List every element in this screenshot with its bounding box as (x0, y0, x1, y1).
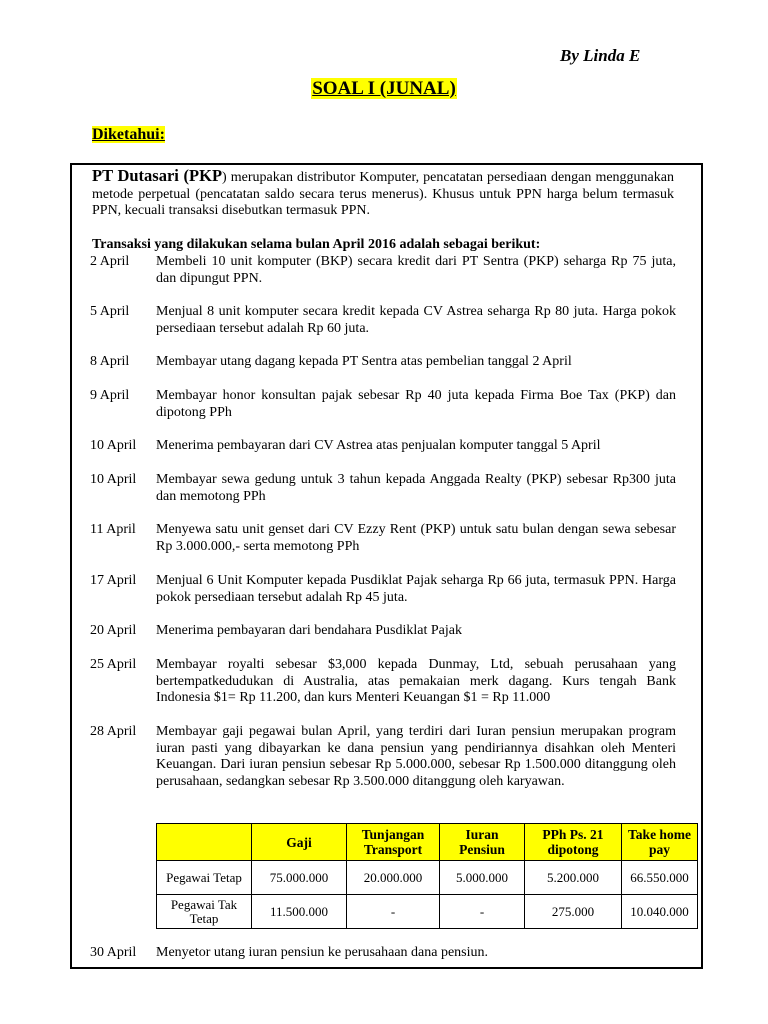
transaction-item (90, 254, 676, 287)
transaction-date: 30 April (90, 945, 137, 960)
salary-table (156, 823, 698, 929)
table-cell: - (347, 895, 440, 929)
page-title (0, 78, 768, 100)
transaction-text: Menjual 6 Unit Komputer kepada Pusdiklat Pajak seharga Rp 66 juta, termasuk PPN. Harga pokok persediaan tersebut adalah Rp 45 juta. (156, 573, 676, 605)
table-cell: Pegawai Tetap (157, 861, 252, 895)
transaction-item (90, 472, 676, 505)
table-header-row (157, 824, 698, 861)
transaction-date: 5 April (90, 304, 130, 319)
intro-text: ) merupakan distributor Komputer, pencatatan persediaan dengan menggunakan metode perpetual (pencatatan saldo secara terus menerus). Khusus untuk PPN harga belum termasuk PPN, kecuali transaksi disebutkan termasuk PPN. (92, 170, 674, 218)
transaction-text: Menerima pembayaran dari CV Astrea atas penjualan komputer tanggal 5 April (156, 438, 601, 453)
table-cell: 5.200.000 (525, 861, 622, 895)
transaction-date: 20 April (90, 623, 137, 638)
table-cell: 275.000 (525, 895, 622, 929)
table-header-cell: PPh Ps. 21 dipotong (525, 824, 622, 861)
transaction-item (90, 945, 676, 962)
table-cell: 11.500.000 (252, 895, 347, 929)
transaction-text: Menerima pembayaran dari bendahara Pusdiklat Pajak (156, 623, 462, 638)
table-header-cell: Iuran Pensiun (440, 824, 525, 861)
transaction-item (90, 724, 676, 790)
table-cell: 75.000.000 (252, 861, 347, 895)
transaction-text: Membeli 10 unit komputer (BKP) secara kredit dari PT Sentra (PKP) seharga Rp 75 juta, dan dipungut PPN. (156, 254, 676, 286)
table-cell: Pegawai Tak Tetap (157, 895, 252, 929)
transaction-date: 17 April (90, 573, 137, 588)
transaction-date: 25 April (90, 657, 137, 672)
transaction-date: 11 April (90, 522, 136, 537)
transaction-item (90, 438, 676, 455)
table-cell: 20.000.000 (347, 861, 440, 895)
transaction-item (90, 623, 676, 640)
table-header-cell (157, 824, 252, 861)
title-text: SOAL I (JUNAL) (312, 78, 456, 99)
author-line: By Linda E (560, 46, 641, 65)
transaction-date: 10 April (90, 438, 137, 453)
transactions-title: Transaksi yang dilakukan selama bulan April 2016 adalah sebagai berikut: (92, 237, 541, 252)
transaction-text: Menyewa satu unit genset dari CV Ezzy Rent (PKP) untuk satu bulan dengan sewa sebesar Rp 3.000.000,- serta memotong PPh (156, 522, 676, 554)
table-row (157, 861, 698, 895)
table-header-cell: Take home pay (622, 824, 698, 861)
table-cell: - (440, 895, 525, 929)
table-header-cell: Tunjangan Transport (347, 824, 440, 861)
table-cell: 10.040.000 (622, 895, 698, 929)
intro-paragraph (92, 168, 674, 220)
transaction-text: Menjual 8 unit komputer secara kredit kepada CV Astrea seharga Rp 80 juta. Harga pokok persediaan tersebut adalah Rp 60 juta. (156, 304, 676, 336)
transaction-date: 2 April (90, 254, 130, 269)
transaction-text: Menyetor utang iuran pensiun ke perusahaan dana pensiun. (156, 945, 489, 960)
transaction-date: 9 April (90, 388, 130, 403)
transaction-item (90, 354, 676, 371)
transaction-text: Membayar utang dagang kepada PT Sentra atas pembelian tanggal 2 April (156, 354, 572, 369)
table-row (157, 895, 698, 929)
transaction-date: 8 April (90, 354, 130, 369)
table-cell: 5.000.000 (440, 861, 525, 895)
transaction-item (90, 388, 676, 421)
company-name: PT Dutasari (PKP (92, 166, 223, 185)
transaction-item (90, 522, 676, 555)
transaction-text: Membayar gaji pegawai bulan April, yang terdiri dari Iuran pensiun merupakan program iuran pasti yang dibayarkan ke dana pensiun yang pendiriannya disahkan oleh Menteri Keuangan. Dari iuran pensiun sebesar Rp 5.000.000, sebesar Rp 1.500.000 ditanggung oleh perusahaan, sedangkan sebesar Rp 3.500.000 ditanggung oleh karyawan. (156, 724, 676, 789)
table-header-cell: Gaji (252, 824, 347, 861)
transaction-date: 10 April (90, 472, 137, 487)
transaction-item (90, 304, 676, 337)
transaction-item (90, 573, 676, 606)
transaction-date: 28 April (90, 724, 137, 739)
known-label-text: Diketahui: (92, 126, 165, 143)
known-label (92, 126, 165, 144)
transaction-text: Membayar royalti sebesar $3,000 kepada Dunmay, Ltd, sebuah perusahaan yang bertempatkedudukan di Australia, atas pemakaian merk dagang. Kurs tengah Bank Indonesia $1= Rp 11.200, dan kurs Menteri Keuangan $1 = Rp 11.000 (156, 657, 676, 705)
transaction-text: Membayar honor konsultan pajak sebesar Rp 40 juta kepada Firma Boe Tax (PKP) dan dipotong PPh (156, 388, 676, 420)
transaction-text: Membayar sewa gedung untuk 3 tahun kepada Anggada Realty (PKP) sebesar Rp300 juta dan memotong PPh (156, 472, 676, 504)
transaction-item (90, 657, 676, 707)
table-cell: 66.550.000 (622, 861, 698, 895)
